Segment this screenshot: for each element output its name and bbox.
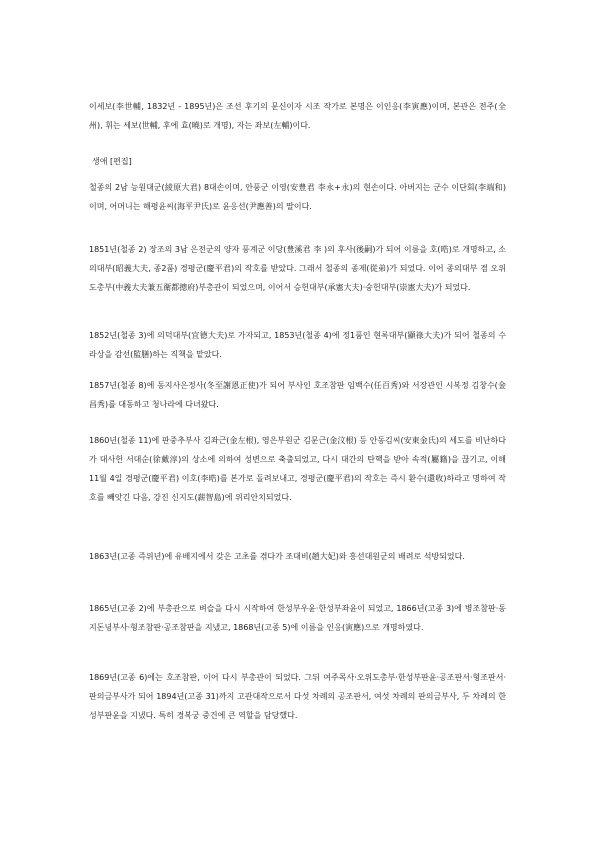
body-paragraph-1851: 1851년(철종 2) 장조의 3남 은전군의 양자 풍계군 이당(豊溪君 李 )의 후사(後嗣)가 되어 이름을 호(晧)로 개명하고, 소의대부(昭義大夫, 종2품) 경평군(慶平君)의 작호를 받았다. 그래서 철종의 종제(從弟)가 되었다. 이어 종의대부 겸 오위도총부(中義大夫兼五衛都摠府)부총관이 되었으며, 이어서 승헌대부(承憲大夫)·숭헌대부(崇憲大夫)가 되었다. — [89, 245, 506, 292]
body-paragraph-1860: 1860년(철종 11)에 판중추부사 김좌근(金左根), 영은부원군 김문근(金汶根) 등 안동김씨(安東金氏)의 세도를 비난하다가 대사헌 서대순(徐戴淳)의 상소에 의하여 성변으로 축출되었고, 다시 대간의 탄핵을 받아 속적(屬籍)을 끊기고, 이해 11월 4일 경평군(慶平君) 이호(李晧)를 본가로 돌려보내고, 경평군(慶平君)의 작호는 즉시 환수(還收)하라고 명하여 작호를 빼앗긴 다음, 강진 신지도(薪智島)에 위리안치되었다. — [89, 436, 506, 502]
section-heading: 생애 [편집] — [92, 157, 132, 166]
body-paragraph-family: 철종의 2남 능원대군(綾原大君) 8대손이며, 안풍군 이영(安豊君 李永+永)의 현손이다. 아버지는 군수 이단회(李端和)이며, 어머니는 해평윤씨(海平尹氏)로 윤응선(尹應善)의 딸이다. — [89, 183, 506, 211]
intro-paragraph: 이세보(李世輔, 1832년 - 1895년)은 조선 후기의 문신이자 시조 작가로 본명은 이인응(李寅應)이며, 본관은 전주(全州), 휘는 세보(世輔, 후에 효(曉)로 개명), 자는 좌보(左輔)이다. — [89, 102, 506, 130]
body-paragraph-1857: 1857년(철종 8)에 동지사은정사(冬至謝恩正使)가 되어 부사인 호조참판 임백수(任百秀)와 서장관인 시복정 김창수(金昌秀)를 대동하고 청나라에 다녀왔다. — [89, 381, 506, 409]
body-paragraph-1863: 1863년(고종 즉위년)에 유배지에서 갖은 고초를 겪다가 조대비(趙大妃)와 흥선대원군의 배려로 석방되었다. — [89, 552, 465, 561]
body-paragraph-1869: 1869년(고종 6)에는 호조참판, 이어 다시 부총관이 되었다. 그뒤 여주목사·오위도총부·한성부판윤·공조판서·형조판서·판의금부사가 되어 1894년(고종 31)까지 고관대작으로서 다섯 차례의 공조판서, 여섯 차례의 판의금부사, 두 차례의 한성부판윤을 지냈다. 특히 경복궁 중건에 큰 역할을 담당했다. — [89, 673, 506, 720]
body-paragraph-1865: 1865년(고종 2)에 부총관으로 벼슬을 다시 시작하여 한성부우윤·한성부좌윤이 되었고, 1866년(고종 3)에 병조참판·동지돈녕부사·형조참판·공조참판을 지냈고, 1868년(고종 5)에 이름을 인응(寅應)으로 개명하였다. — [89, 604, 506, 632]
body-paragraph-1852: 1852년(철종 3)에 의덕대부(宜德大夫)로 가자되고, 1853년(철종 4)에 정1품인 현록대부(顯祿大夫)가 되어 철종의 수라상을 감선(監膳)하는 직책을 맡았다. — [89, 331, 506, 359]
